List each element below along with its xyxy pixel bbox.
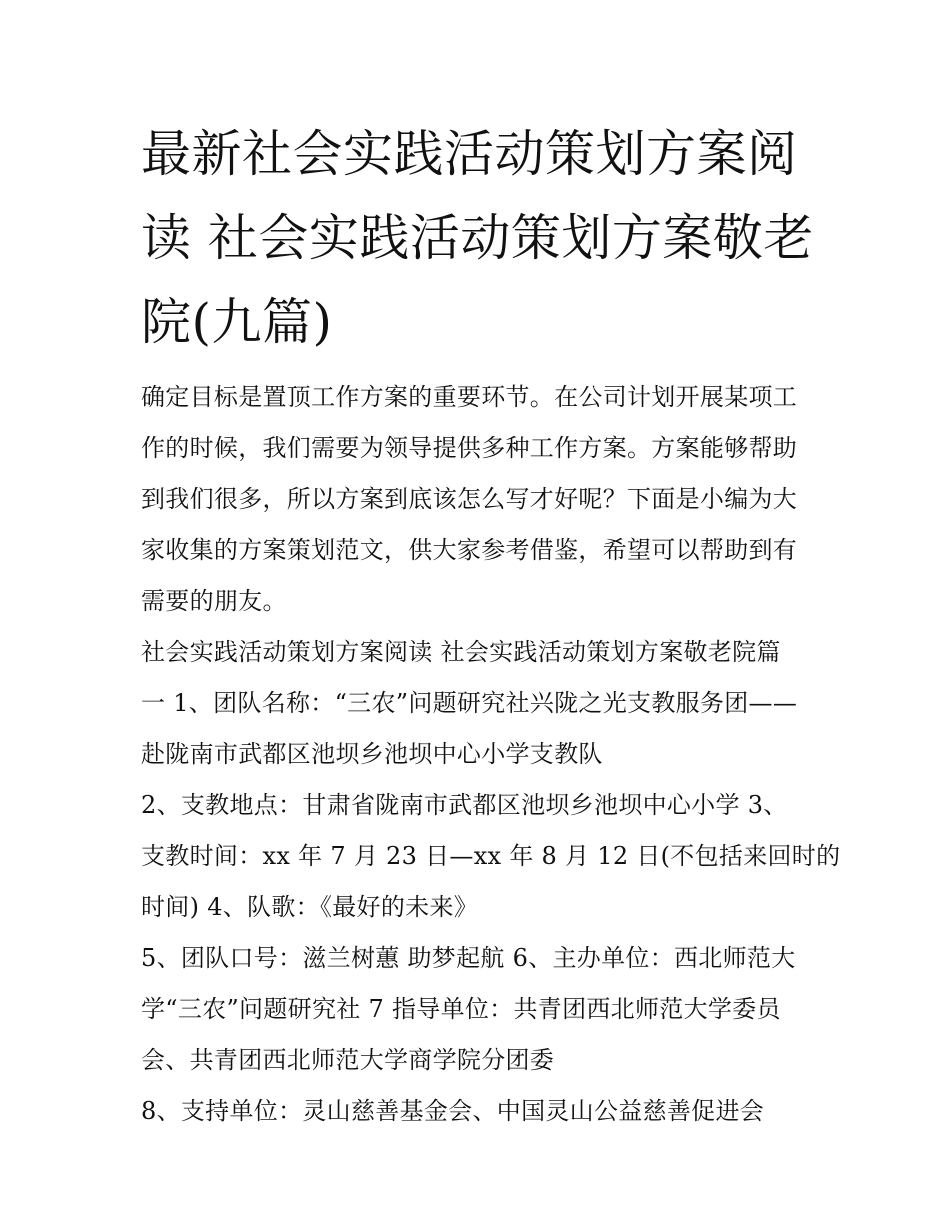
body-paragraph-slogan-organizer (141, 933, 816, 1086)
body-line: 5、团队口号：滋兰树蕙 助梦起航 6、主办单位：西北师范大 (141, 944, 796, 972)
body-line: 赴陇南市武都区池坝乡池坝中心小学支教队 (141, 740, 603, 768)
body-line: 8、支持单位：灵山慈善基金会、中国灵山公益慈善促进会 (141, 1097, 765, 1125)
body-paragraph-location-time (141, 780, 841, 933)
body-line: 一 1、团队名称：“三农”问题研究社兴陇之光支教服务团—— (141, 689, 798, 717)
intro-paragraph (141, 372, 816, 627)
intro-line: 到我们很多，所以方案到底该怎么写才好呢？下面是小编为大 (141, 485, 798, 513)
intro-line: 家收集的方案策划范文，供大家参考借鉴，希望可以帮助到有 (141, 536, 798, 564)
body-line: 2、支教地点：甘肃省陇南市武都区池坝乡池坝中心小学 3、 (141, 791, 788, 819)
document-title (141, 112, 816, 364)
title-line: 读 社会实践活动策划方案敬老 (141, 209, 814, 267)
title-line: 院(九篇) (141, 293, 333, 351)
body-paragraph-supporters (141, 1086, 816, 1137)
title-line: 最新社会实践活动策划方案阅 (141, 125, 798, 183)
body-line: 支教时间：xx 年 7 月 23 日—xx 年 8 月 12 日(不包括来回时的 (141, 842, 841, 870)
intro-line: 需要的朋友。 (141, 587, 287, 615)
body-line: 社会实践活动策划方案阅读 社会实践活动策划方案敬老院篇 (141, 638, 781, 666)
body-paragraph-team-name (141, 627, 816, 780)
body-line: 时间) 4、队歌：《最好的未来》 (141, 893, 479, 921)
body-line: 会、共青团西北师范大学商学院分团委 (141, 1046, 555, 1074)
document-page (141, 112, 841, 1137)
intro-line: 确定目标是置顶工作方案的重要环节。在公司计划开展某项工 (141, 383, 798, 411)
body-line: 学“三农”问题研究社 7 指导单位：共青团西北师范大学委员 (141, 995, 781, 1023)
intro-line: 作的时候，我们需要为领导提供多种工作方案。方案能够帮助 (141, 434, 798, 462)
